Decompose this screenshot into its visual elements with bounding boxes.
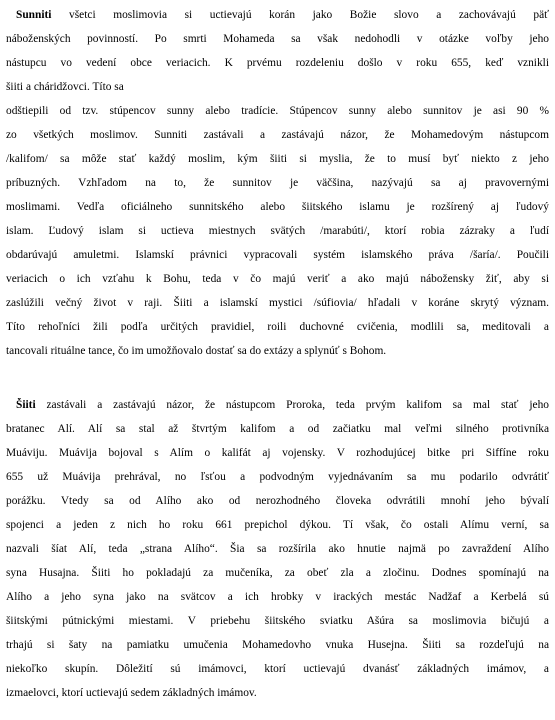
lead-term-sunniti: Sunniti: [16, 9, 52, 21]
text-line: odštiepili od tzv. stúpencov sunny alebo tradície. Stúpencov sunny alebo sunnitov je asi 90 %: [6, 105, 549, 117]
text-line: Šiiti zastávali a zastávajú názor, že nástupcom Proroka, teda prvým kalifom sa mal stať jeho: [16, 399, 549, 411]
text-line: izmaelovci, ktorí uctievajú sedem základných imámov.: [6, 687, 257, 699]
text-line: Muáviju. Muávija bojoval s Alím o kalifát aj vojensky. V rozhodujúcej bitke pri Siffíne roku: [6, 447, 549, 459]
text-line: veriacich o ich vzťahu k Bohu, teda v čo majú veriť a ako majú nábožensky žiť, aby si: [6, 273, 549, 285]
text-line: zaslúžili večný život v raji. Šiiti a islamskí mystici /súfiovia/ hľadali v koráne skrytý význam.: [6, 297, 549, 309]
text-line: tancovali rituálne tance, čo im umožňovalo dostať sa do extázy a splynúť s Bohom.: [6, 345, 387, 357]
text-line: nástupcu vo vedení obce veriacich. K prvému rozdeleniu došlo v roku 655, keď vznikli: [6, 57, 549, 69]
text-line: niekoľko skupín. Dôležití sú imámovci, ktorí uctievajú dvanásť základných imámov, a: [6, 663, 549, 675]
text-line: šiiti a cháridžovci. Títo sa: [6, 81, 124, 93]
text-line: obdarúvajú amuletmi. Islamskí právnici vypracovali systém islamského práva /šaría/. Poučili: [6, 249, 549, 261]
text-line: porážku. Vtedy sa od Alího ako od nerozhodného človeka odvrátili mnohí jeho bývalí: [6, 495, 549, 507]
text-line: /kalifom/ sa môže stať každý moslim, kým šiiti si myslia, že to musí byť niekto z jeho: [6, 153, 549, 165]
text-line: šiitskými pútnickými miestami. V priebehu šiitského sviatku Ašúra sa moslimovia bičujú a: [6, 615, 549, 627]
text-line: bratanec Alí. Alí sa stal až štvrtým kalifom a od začiatku mal veľmi silného protivníka: [6, 423, 549, 435]
text-line: zo všetkých moslimov. Sunniti zastávali a zastávajú názor, že Mohamedovým nástupcom: [6, 129, 549, 141]
text-line: nazvali šíat Alí, teda „strana Alího“. Šia sa rozšírila ako hnutie najmä po zavraždení Alího: [6, 543, 549, 555]
text-line: spojenci a jeden z nich ho roku 661 prepichol dýkou. Tí však, čo ostali Alímu verní, sa: [6, 519, 549, 531]
text-line: Títo rehoľníci žili podľa určitých pravidiel, roili duchovné cvičenia, modlili sa, meditovali a: [6, 321, 549, 333]
lead-term-siiti: Šiiti: [16, 399, 36, 411]
text-line: moslimami. Vedľa oficiálneho sunnitského alebo šiitského islamu je rozšírený aj ľudový: [6, 201, 549, 213]
text-line: náboženských povinností. Po smrti Mohameda sa však nedohodli v otázke voľby jeho: [6, 33, 549, 45]
text-line: Alího a jeho syna jako na svätcov a ich hrobky v irackých mestác Nadžaf a Kerbelá sú: [6, 591, 549, 603]
text-line: islam. Ľudový islam si uctieva miestnych svätých /marabúti/, ktorí robia zázraky a ľudí: [6, 225, 549, 237]
text-line: príbuzných. Vzhľadom na to, že sunnitov je väčšina, nazývajú sa aj pravovernými: [6, 177, 549, 189]
text-line: trhajú si šaty na pamiatku umučenia Mohamedovho vnuka Husejna. Šiiti sa rozdeľujú na: [6, 639, 549, 651]
text-line: syna Husajna. Šiiti ho pokladajú za mučeníka, za obeť zla a zločinu. Dodnes spomínajú na: [6, 567, 549, 579]
text-line: 655 už Muávija prehrával, no ľsťou a podvodným vyjednávaním sa mu podarilo odvrátiť: [6, 471, 549, 483]
text-line: Sunniti všetci moslimovia si uctievajú korán jako Božie slovo a zachovávajú päť: [16, 9, 549, 21]
